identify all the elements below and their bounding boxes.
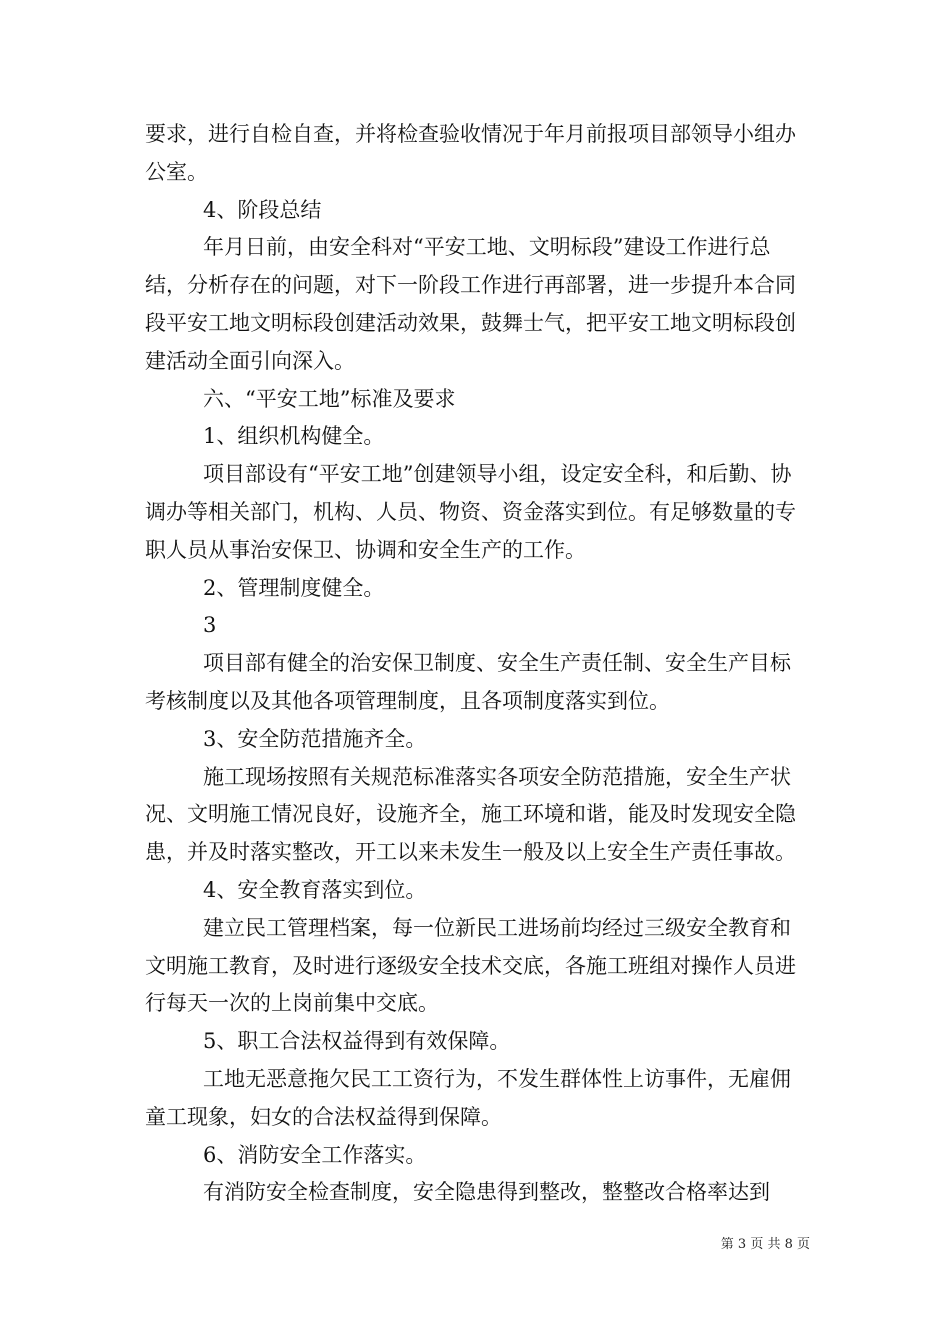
paragraph: 有消防安全检查制度，安全隐患得到整改，整整改合格率达到 (203, 1180, 770, 1205)
section-heading: 4、阶段总结 (203, 197, 322, 222)
section-heading: 4、安全教育落实到位。 (203, 877, 427, 902)
section-heading: 六、“平安工地”标准及要求 (203, 386, 456, 411)
paragraph: 项目部设有“平安工地”创建领导小组，设定安全科，和后勤、协调办等相关部门，机构、人员、物资、资金落实到位。有足够数量的专职人员从事治安保卫、协调和安全生产的工作。 (145, 462, 796, 562)
paragraph: 施工现场按照有关规范标准落实各项安全防范措施，安全生产状况、文明施工情况良好，设施齐全，施工环境和谐，能及时发现安全隐患，并及时落实整改，开工以来未发生一般及以上安全生产责任事故。 (145, 764, 796, 865)
paragraph: 工地无恶意拖欠民工工资行为，不发生群体性上访事件，无雇佣童工现象，妇女的合法权益得到保障。 (145, 1066, 791, 1129)
section-heading: 1、组织机构健全。 (203, 424, 385, 449)
paragraph: 项目部有健全的治安保卫制度、安全生产责任制、安全生产目标考核制度以及其他各项管理制度，且各项制度落实到位。 (145, 651, 791, 713)
paragraph: 要求，进行自检自查，并将检查验收情况于年月前报项目部领导小组办公室。 (145, 122, 796, 184)
stray-number: 3 (203, 613, 217, 638)
page-number-footer: 第 3 页 共 8 页 (720, 1237, 810, 1252)
section-heading: 3、安全防范措施齐全。 (203, 726, 427, 751)
paragraph: 建立民工管理档案，每一位新民工进场前均经过三级安全教育和文明施工教育，及时进行逐级安全技术交底，各施工班组对操作人员进行每天一次的上岗前集中交底。 (145, 915, 796, 1016)
paragraph: 年月日前，由安全科对“平安工地、文明标段”建设工作进行总结，分析存在的问题，对下一阶段工作进行再部署，进一步提升本合同段平安工地文明标段创建活动效果，鼓舞士气，把平安工地文明标段创建活动全面引向深入。 (145, 235, 796, 373)
section-heading: 2、管理制度健全。 (203, 575, 385, 600)
document-body (145, 116, 810, 1212)
section-heading: 6、消防安全工作落实。 (203, 1142, 427, 1167)
section-heading: 5、职工合法权益得到有效保障。 (203, 1029, 511, 1054)
